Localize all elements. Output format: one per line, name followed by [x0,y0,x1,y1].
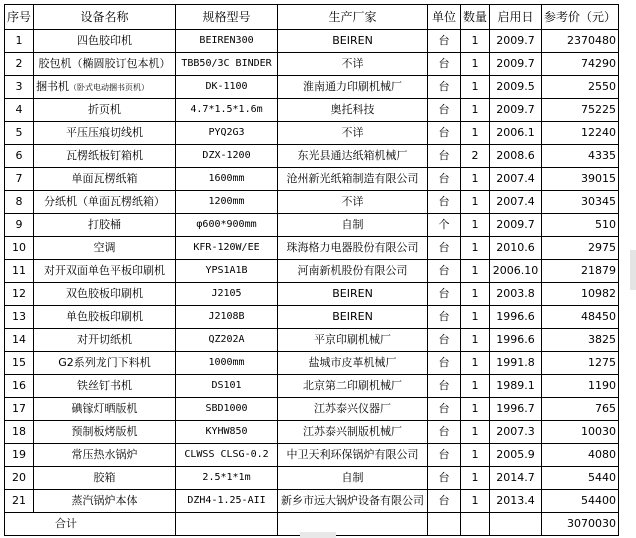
cell-maker: 不详 [278,53,428,76]
cell-date: 2009.7 [490,99,542,122]
cell-spec: PYQ2G3 [176,122,278,145]
cell-spec: CLWSS CLSG-0.2 [176,444,278,467]
total-empty-cell [461,513,490,536]
cell-qty: 1 [461,375,490,398]
cell-unit: 台 [428,99,461,122]
cell-name: 瓦楞纸板钉箱机 [34,145,176,168]
cell-date: 1991.8 [490,352,542,375]
cell-maker: BEIREN [278,283,428,306]
cell-maker: 平京印刷机械厂 [278,329,428,352]
cell-no: 10 [5,237,34,260]
cell-price: 10982 [542,283,619,306]
cell-no: 19 [5,444,34,467]
table-row [5,444,619,467]
table-row [5,375,619,398]
table-row [5,145,619,168]
total-empty-cell [428,513,461,536]
table-row [5,467,619,490]
cell-spec: DK-1100 [176,76,278,99]
table-row [5,398,619,421]
table-row [5,283,619,306]
cell-no: 17 [5,398,34,421]
cell-name: 预制板烤版机 [34,421,176,444]
cell-spec: TBB50/3C BINDER [176,53,278,76]
cell-no: 3 [5,76,34,99]
col-header-name: 设备名称 [34,5,176,30]
cell-name: 折页机 [34,99,176,122]
cell-maker: 奥托科技 [278,99,428,122]
cell-price: 12240 [542,122,619,145]
cell-spec: DS101 [176,375,278,398]
cell-unit: 台 [428,444,461,467]
cell-maker: 不详 [278,122,428,145]
cell-no: 16 [5,375,34,398]
cell-unit: 台 [428,30,461,53]
cell-price: 54400 [542,490,619,513]
cell-date: 2010.6 [490,237,542,260]
cell-price: 5440 [542,467,619,490]
cell-name: 单面瓦楞纸箱 [34,168,176,191]
cell-maker: 江苏泰兴制版机械厂 [278,421,428,444]
cell-maker: 淮南通力印刷机械厂 [278,76,428,99]
cell-spec: J2108B [176,306,278,329]
cell-date: 2006.1 [490,122,542,145]
cell-qty: 1 [461,30,490,53]
cell-no: 14 [5,329,34,352]
cell-no: 5 [5,122,34,145]
table-row [5,214,619,237]
table-row [5,352,619,375]
cell-unit: 台 [428,122,461,145]
cell-name-note: （卧式电动捆书页机） [69,82,150,92]
cell-unit: 台 [428,329,461,352]
cell-maker: 河南新机股份有限公司 [278,260,428,283]
cell-date: 2005.9 [490,444,542,467]
table-row [5,122,619,145]
cell-unit: 台 [428,352,461,375]
col-header-date: 启用日 [490,5,542,30]
cell-spec: QZ202A [176,329,278,352]
cell-date: 1996.6 [490,329,542,352]
scrollbar-fragment [300,532,336,538]
cell-qty: 2 [461,145,490,168]
cell-price: 2975 [542,237,619,260]
cell-price: 39015 [542,168,619,191]
cell-unit: 台 [428,260,461,283]
cell-maker: 东光县通达纸箱机械厂 [278,145,428,168]
cell-name: 空调 [34,237,176,260]
cell-no: 13 [5,306,34,329]
cell-price: 75225 [542,99,619,122]
cell-unit: 台 [428,375,461,398]
cell-no: 21 [5,490,34,513]
total-empty-cell [490,513,542,536]
cell-maker: 不详 [278,191,428,214]
cell-qty: 1 [461,398,490,421]
cell-no: 4 [5,99,34,122]
cell-price: 48450 [542,306,619,329]
table-row [5,53,619,76]
cell-unit: 台 [428,421,461,444]
cell-unit: 台 [428,283,461,306]
cell-no: 8 [5,191,34,214]
cell-no: 11 [5,260,34,283]
cell-unit: 台 [428,306,461,329]
cell-spec: φ600*900mm [176,214,278,237]
cell-name: 对开切纸机 [34,329,176,352]
cell-name: 平压压痕切线机 [34,122,176,145]
cell-qty: 1 [461,191,490,214]
cell-spec: YPS1A1B [176,260,278,283]
total-price: 3070030 [542,513,619,536]
cell-spec: BEIREN300 [176,30,278,53]
cell-price: 74290 [542,53,619,76]
cell-date: 1989.1 [490,375,542,398]
cell-name: 四色胶印机 [34,30,176,53]
cell-no: 15 [5,352,34,375]
cell-spec: J2105 [176,283,278,306]
equipment-table [4,4,619,536]
cell-maker: 北京第二印刷机械厂 [278,375,428,398]
cell-maker: BEIREN [278,306,428,329]
cell-date: 1996.7 [490,398,542,421]
cell-name: 蒸汽锅炉本体 [34,490,176,513]
table-row [5,490,619,513]
col-header-unit: 单位 [428,5,461,30]
cell-maker: 自制 [278,214,428,237]
cell-qty: 1 [461,260,490,283]
cell-spec: 1600mm [176,168,278,191]
cell-name: 铁丝钉书机 [34,375,176,398]
cell-price: 4080 [542,444,619,467]
cell-date: 2007.4 [490,191,542,214]
cell-date: 2009.7 [490,30,542,53]
cell-maker: 江苏泰兴仪器厂 [278,398,428,421]
cell-price: 2550 [542,76,619,99]
cell-qty: 1 [461,490,490,513]
cell-name: 对开双面单色平板印刷机 [34,260,176,283]
cell-name: 常压热水锅炉 [34,444,176,467]
cell-unit: 台 [428,168,461,191]
cell-maker: 新乡市远大锅炉设备有限公司 [278,490,428,513]
cell-no: 7 [5,168,34,191]
cell-date: 2007.4 [490,168,542,191]
cell-price: 510 [542,214,619,237]
cell-date: 2008.6 [490,145,542,168]
cell-spec: DZH4-1.25-AII [176,490,278,513]
cell-no: 20 [5,467,34,490]
cell-name: 分纸机（单面瓦楞纸箱） [34,191,176,214]
table-row [5,329,619,352]
cell-unit: 台 [428,467,461,490]
total-empty-cell [176,513,278,536]
cell-spec: 1200mm [176,191,278,214]
cell-price: 1190 [542,375,619,398]
cell-date: 2007.3 [490,421,542,444]
cell-name: 打胶桶 [34,214,176,237]
cell-price: 2370480 [542,30,619,53]
table-row [5,168,619,191]
cell-unit: 台 [428,76,461,99]
cell-spec: 4.7*1.5*1.6m [176,99,278,122]
cell-qty: 1 [461,168,490,191]
cell-price: 10030 [542,421,619,444]
cell-name: 胶箱 [34,467,176,490]
cell-date: 2003.8 [490,283,542,306]
cell-spec: 2.5*1*1m [176,467,278,490]
cell-qty: 1 [461,99,490,122]
cell-date: 2009.5 [490,76,542,99]
col-header-spec: 规格型号 [176,5,278,30]
cell-price: 765 [542,398,619,421]
cell-name: 碘镓灯晒版机 [34,398,176,421]
cell-date: 2014.7 [490,467,542,490]
total-label: 合计 [5,513,176,536]
cell-unit: 台 [428,145,461,168]
cell-qty: 1 [461,283,490,306]
col-header-maker: 生产厂家 [278,5,428,30]
cell-name: 胶包机（椭圆胶订包本机） [34,53,176,76]
scrollbar-fragment [630,250,636,290]
col-header-price: 参考价（元） [542,5,619,30]
col-header-no: 序号 [5,5,34,30]
cell-qty: 1 [461,53,490,76]
table-row [5,30,619,53]
cell-qty: 1 [461,329,490,352]
cell-price: 1275 [542,352,619,375]
cell-no: 9 [5,214,34,237]
cell-name: 双色胶板印刷机 [34,283,176,306]
cell-unit: 个 [428,214,461,237]
cell-unit: 台 [428,490,461,513]
cell-unit: 台 [428,191,461,214]
cell-no: 18 [5,421,34,444]
cell-qty: 1 [461,237,490,260]
header-row [5,5,619,30]
col-header-qty: 数量 [461,5,490,30]
cell-name: 单色胶板印刷机 [34,306,176,329]
cell-maker: 中卫天利环保锅炉有限公司 [278,444,428,467]
cell-unit: 台 [428,237,461,260]
cell-price: 3825 [542,329,619,352]
cell-maker: BEIREN [278,30,428,53]
table-row [5,99,619,122]
table-row [5,421,619,444]
cell-spec: DZX-1200 [176,145,278,168]
cell-name [34,76,176,99]
cell-qty: 1 [461,122,490,145]
cell-qty: 1 [461,444,490,467]
cell-qty: 1 [461,421,490,444]
cell-date: 1996.6 [490,306,542,329]
cell-maker: 珠海格力电器股份有限公司 [278,237,428,260]
cell-qty: 1 [461,306,490,329]
cell-no: 12 [5,283,34,306]
cell-date: 2006.10 [490,260,542,283]
cell-price: 21879 [542,260,619,283]
cell-no: 6 [5,145,34,168]
cell-price: 4335 [542,145,619,168]
cell-maker: 自制 [278,467,428,490]
table-row [5,191,619,214]
table-row [5,306,619,329]
cell-name-text: 捆书机 [36,79,70,93]
cell-date: 2013.4 [490,490,542,513]
cell-name: G2系列龙门下料机 [34,352,176,375]
table-row [5,76,619,99]
cell-no: 1 [5,30,34,53]
cell-qty: 1 [461,76,490,99]
cell-spec: KYHW850 [176,421,278,444]
cell-qty: 1 [461,352,490,375]
cell-qty: 1 [461,214,490,237]
cell-spec: SBD1000 [176,398,278,421]
cell-qty: 1 [461,467,490,490]
cell-spec: KFR-120W/EE [176,237,278,260]
cell-unit: 台 [428,398,461,421]
table-row [5,260,619,283]
cell-unit: 台 [428,53,461,76]
cell-price: 30345 [542,191,619,214]
table-body [5,30,619,513]
cell-maker: 盐城市皮革机械厂 [278,352,428,375]
cell-spec: 1000mm [176,352,278,375]
cell-date: 2009.7 [490,214,542,237]
cell-no: 2 [5,53,34,76]
cell-date: 2009.7 [490,53,542,76]
table-row [5,237,619,260]
cell-maker: 沧州新光纸箱制造有限公司 [278,168,428,191]
